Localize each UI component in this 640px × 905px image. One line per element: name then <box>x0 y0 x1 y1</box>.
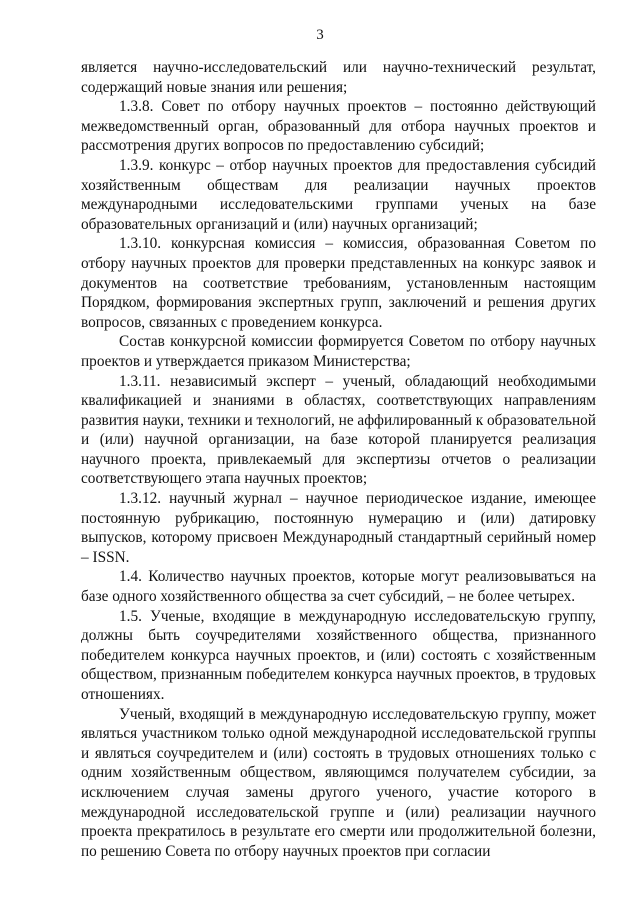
paragraph-1-3-12: 1.3.12. научный журнал – научное периодическое издание, имеющее постоянную рубрикацию, постоянную нумерацию и (или) датировку выпусков, которому присвоен Международный стандартный серийный номер – ISSN. <box>81 490 596 566</box>
paragraph-scientist-participation: Ученый, входящий в международную исследовательскую группу, может являться участником только одной международной исследовательской группы и являться соучредителем и (или) состоять в трудовых отношениях только с одним хозяйственным обществом, являющимся получателем субсидии, за исключением случая замены другого ученого, участие которого в международной исследовательской группе и (или) реализации научного проекта прекратилось в результате его смерти или продолжительной болезни, по решению Совета по отбору научных проектов при согласии <box>81 705 596 860</box>
paragraph-commission-composition: Состав конкурсной комиссии формируется Советом по отбору научных проектов и утверждается приказом Министерства; <box>81 333 596 370</box>
page-number: 3 <box>316 27 324 43</box>
paragraph-1-3-10: 1.3.10. конкурсная комиссия – комиссия, образованная Советом по отбору научных проектов для проверки представленных на конкурс заявок и документов на соответствие требованиям, установленным настоящим Порядком, формирования экспертных групп, заключений и решения других вопросов, связанных с проведением конкурса. <box>81 235 596 331</box>
paragraph-1-5: 1.5. Ученые, входящие в международную исследовательскую группу, должны быть соучредителями хозяйственного общества, признанного победителем конкурса научных проектов, и (или) состоять с хозяйственным обществом, признанным победителем конкурса научных проектов, в трудовых отношениях. <box>81 607 596 703</box>
paragraph-1-4: 1.4. Количество научных проектов, которые могут реализовываться на базе одного хозяйственного общества за счет субсидий, – не более четырех. <box>81 568 596 606</box>
paragraph-continuation: является научно-исследовательский или научно-технический результат, содержащий новые знания или решения; <box>81 59 596 96</box>
paragraph-1-3-11: 1.3.11. независимый эксперт – ученый, обладающий необходимыми квалификацией и знаниями в областях, соответствующих направлениям развития науки, техники и технологий, не аффилированный к образовательной и (или) научной организации, на базе которой планируется реализация научного проекта, привлекаемый для экспертизы отчетов о реализации соответствующего этапа научных проектов; <box>81 372 596 488</box>
paragraph-1-3-9: 1.3.9. конкурс – отбор научных проектов для предоставления субсидий хозяйственным обществам для реализации научных проектов международными исследовательскими группами ученых на базе образовательных организаций и (или) научных организаций; <box>81 156 596 233</box>
paragraph-1-3-8: 1.3.8. Совет по отбору научных проектов – постоянно действующий межведомственный орган, образованный для отбора научных проектов и рассмотрения других вопросов по предоставлению субсидий; <box>81 98 596 155</box>
document-body <box>81 58 596 861</box>
